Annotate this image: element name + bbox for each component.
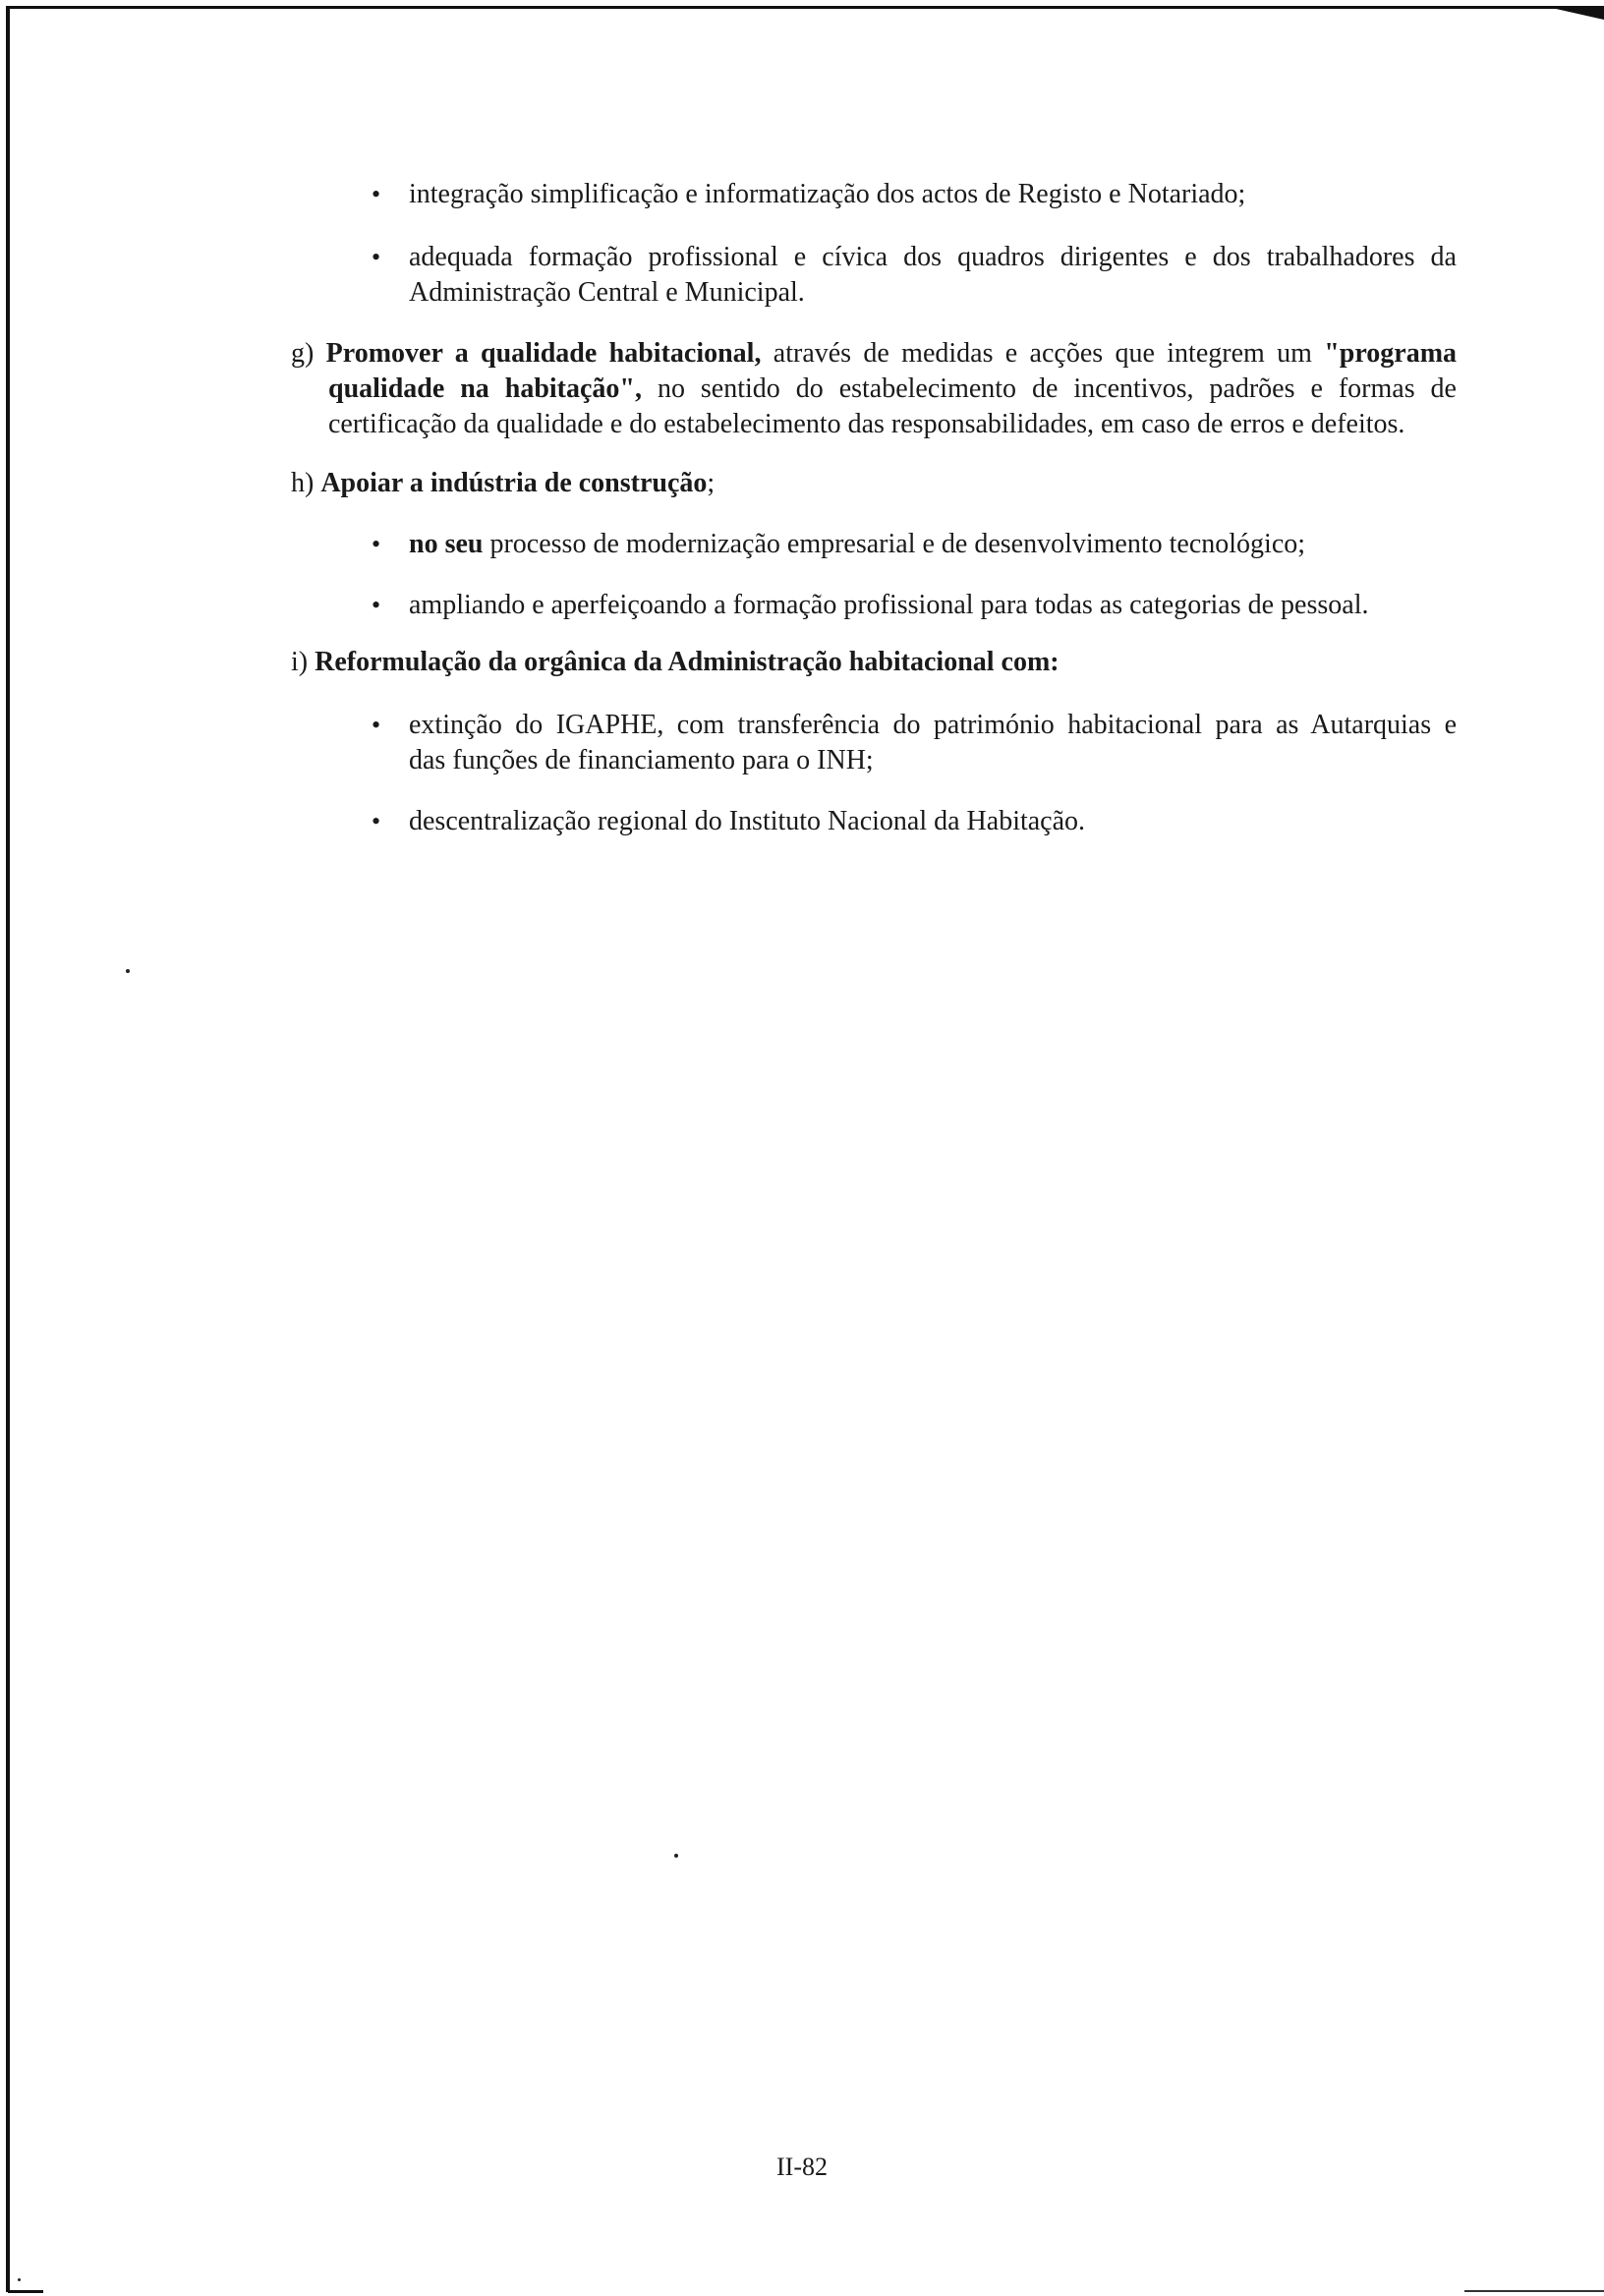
section-item-h (291, 466, 1457, 501)
list-item (372, 804, 1457, 839)
bullet-icon: • (372, 591, 381, 619)
section-item-g (291, 336, 1457, 442)
scan-border-corner (1555, 6, 1604, 20)
bullet-icon: • (372, 243, 381, 271)
list-item (372, 708, 1457, 778)
page-number: II-82 (776, 2152, 828, 2181)
item-heading: Reformulação da orgânica da Administração habitacional com: (315, 647, 1060, 677)
scan-border-bottom-left (8, 2290, 43, 2293)
scan-speck (674, 1854, 678, 1858)
item-heading: Promover a qualidade habitacional, (325, 338, 762, 369)
section-item-i (291, 645, 1457, 680)
item-text: ; (707, 468, 716, 498)
scan-border-left (6, 6, 10, 2292)
list-item-text: integração simplificação e informatização dos actos de Registo e Notariado; (409, 179, 1246, 209)
list-item-text: descentralização regional do Instituto Nacional da Habitação. (409, 806, 1086, 836)
list-item (372, 527, 1457, 562)
bullet-icon: • (372, 711, 381, 739)
item-text: no sentido do estabelecimento de incentivos, padrões e formas de (641, 373, 1457, 404)
item-heading: Apoiar a indústria de construção (320, 468, 708, 498)
list-item-text-line: extinção do IGAPHE, com transferência do património habitacional para as Autarquias e (409, 710, 1457, 740)
list-item-text: processo de modernização empresarial e de desenvolvimento tecnológico; (483, 529, 1306, 559)
bullet-icon: • (372, 807, 381, 835)
list-item-emphasis: no seu (409, 529, 484, 559)
item-label: h) (291, 468, 315, 498)
bullet-icon: • (372, 530, 381, 558)
scan-border-bottom-right (1464, 2290, 1604, 2292)
item-text-line: certificação da qualidade e do estabelecimento das responsabilidades, em caso de erros e defeitos. (328, 409, 1405, 439)
list-item-text: ampliando e aperfeiçoando a formação profissional para todas as categorias de pessoal. (409, 590, 1369, 620)
item-label: g) (291, 338, 315, 369)
scan-speck (18, 2278, 21, 2281)
item-emphasis: qualidade na habitação", (328, 373, 642, 404)
list-item (372, 588, 1457, 623)
list-item (372, 240, 1457, 311)
list-item-text-line: das funções de financiamento para o INH; (409, 745, 874, 775)
scan-border-top (8, 6, 1580, 9)
list-item (372, 177, 1457, 212)
item-emphasis: "programa (1324, 338, 1458, 369)
scan-speck (126, 969, 130, 973)
list-item-text-line: adequada formação profissional e cívica dos quadros dirigentes e dos trabalhadores da (409, 242, 1457, 272)
item-label: i) (291, 647, 309, 677)
bullet-icon: • (372, 180, 381, 208)
item-text: através de medidas e acções que integrem um (761, 338, 1325, 369)
list-item-text-line: Administração Central e Municipal. (409, 277, 805, 308)
